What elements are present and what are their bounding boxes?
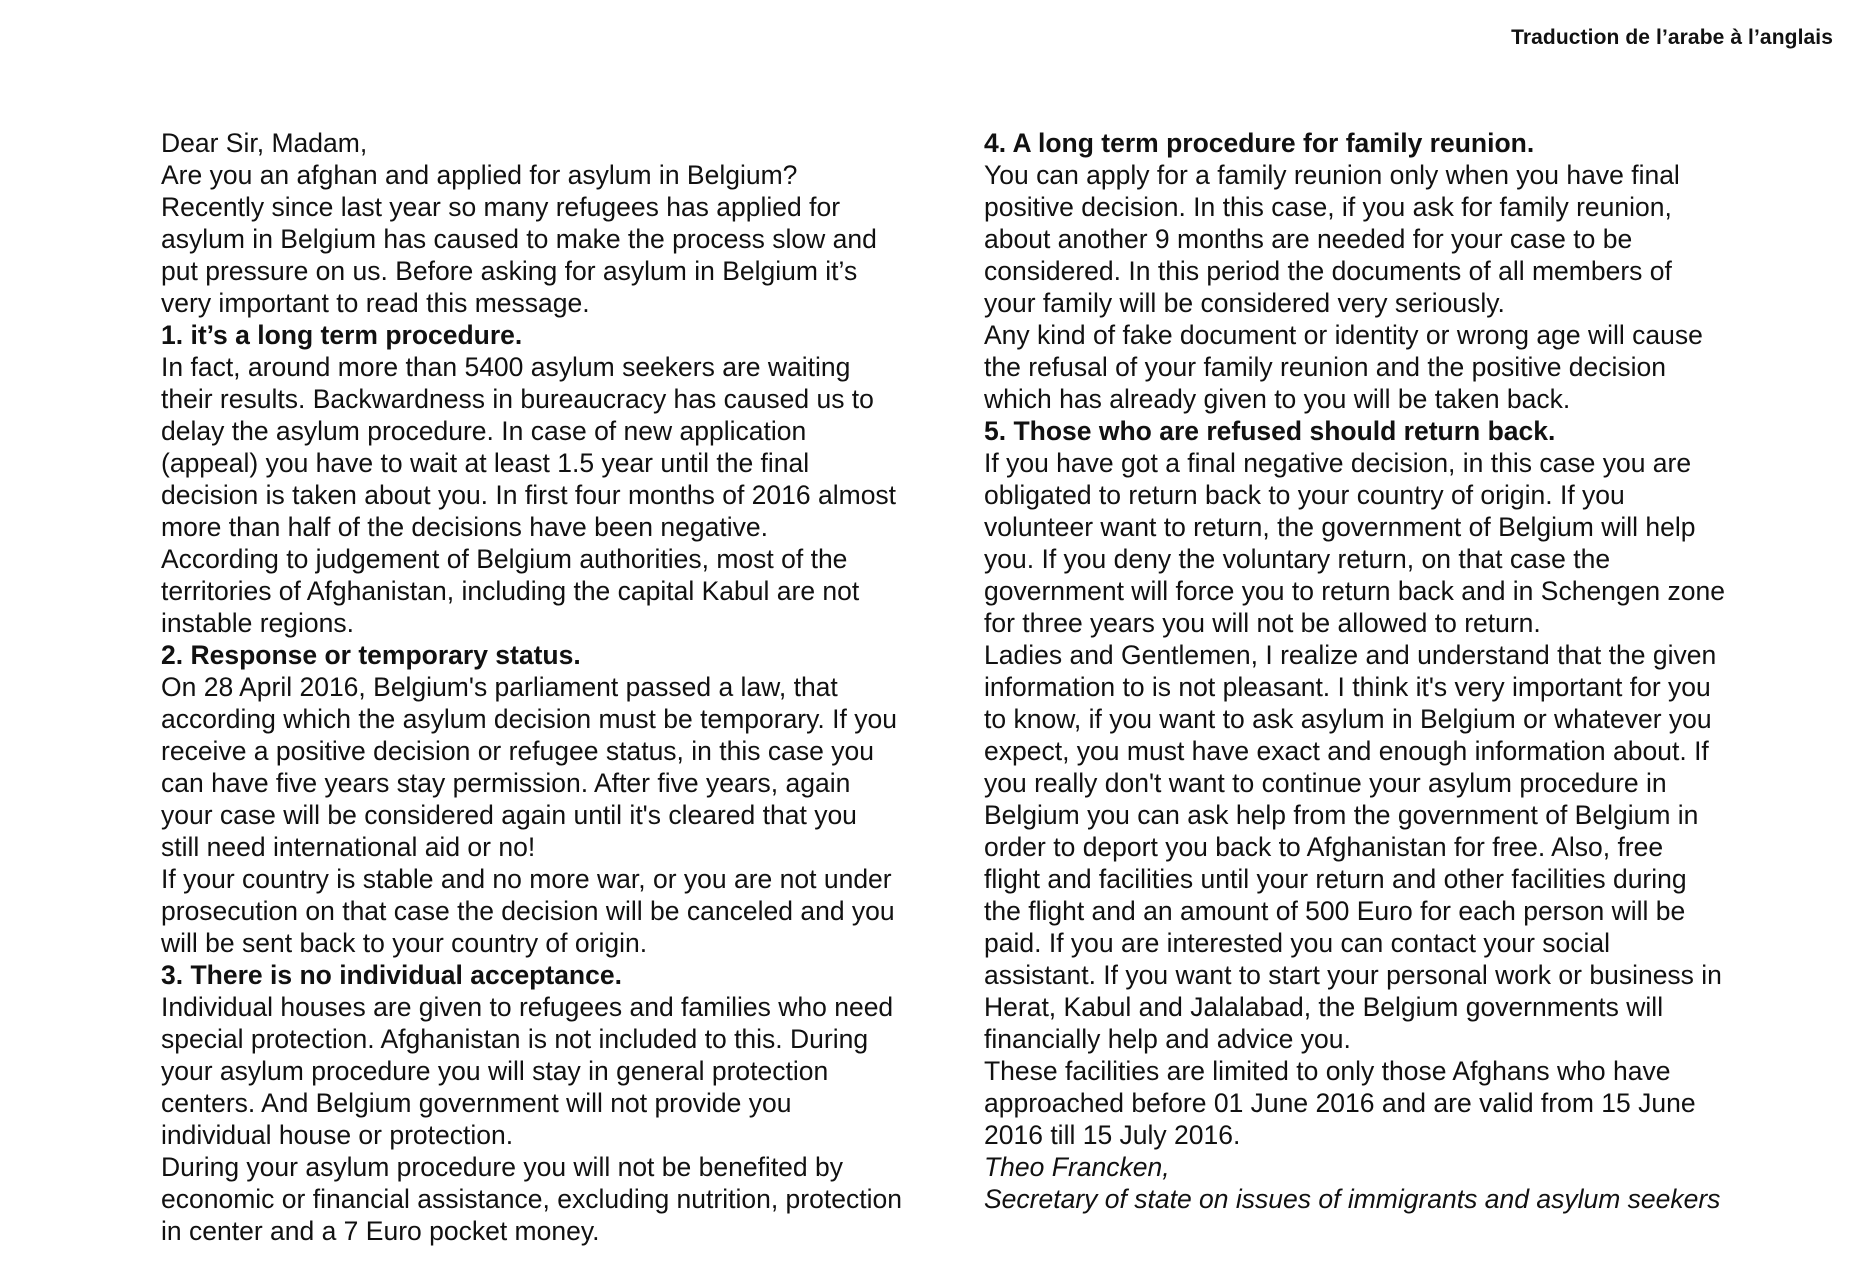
right-column <box>984 127 1744 1215</box>
greeting: Dear Sir, Madam, <box>161 128 368 158</box>
section-3-paragraph-1: Individual houses are given to refugees and families who need special protection. Afghanistan is not included to this. During your asylum procedure you will stay in general protection centers. And Belgium government will not provide you individual house or protection. <box>161 992 894 1150</box>
signature-title: Secretary of state on issues of immigrants and asylum seekers <box>984 1184 1721 1214</box>
section-4-heading: 4. A long term procedure for family reunion. <box>984 128 1535 158</box>
section-2-paragraph-2: If your country is stable and no more war, or you are not under prosecution on that case the decision will be canceled and you will be sent back to your country of origin. <box>161 864 895 958</box>
section-5-heading: 5. Those who are refused should return back. <box>984 416 1556 446</box>
section-5-paragraph-1: If you have got a final negative decision, in this case you are obligated to return back to your country of origin. If you volunteer want to return, the government of Belgium will help you. If you deny the voluntary return, on that case the government will force you to return back and in Schengen zone for three years you will not be allowed to return. <box>984 448 1725 638</box>
left-column <box>161 127 921 1247</box>
section-1-paragraph-2: According to judgement of Belgium authorities, most of the territories of Afghanistan, including the capital Kabul are not instable regions. <box>161 544 860 638</box>
closing-paragraph-1: Ladies and Gentlemen, I realize and understand that the given information to is not pleasant. I think it's very important for you to know, if you want to ask asylum in Belgium or whatever you expect, you must have exact and enough information about. If you really don't want to continue your asylum procedure in Belgium you can ask help from the government of Belgium in order to deport you back to Afghanistan for free. Also, free flight and facilities until your return and other facilities during the flight and an amount of 500 Euro for each person will be paid. If you are interested you can contact your social assistant. If you want to start your personal work or business in Herat, Kabul and Jalalabad, the Belgium governments will financially help and advice you. <box>984 640 1722 1054</box>
translation-note: Traduction de l’arabe à l’anglais <box>1511 26 1833 49</box>
section-1-heading: 1. it’s a long term procedure. <box>161 320 523 350</box>
section-3-heading: 3. There is no individual acceptance. <box>161 960 622 990</box>
section-3-paragraph-2: During your asylum procedure you will not be benefited by economic or financial assistance, excluding nutrition, protection in center and a 7 Euro pocket money. <box>161 1152 902 1246</box>
closing-paragraph-2: These facilities are limited to only those Afghans who have approached before 01 June 2016 and are valid from 15 June 2016 till 15 July 2016. <box>984 1056 1696 1150</box>
section-1-paragraph-1: In fact, around more than 5400 asylum seekers are waiting their results. Backwardness in bureaucracy has caused us to delay the asylum procedure. In case of new application (appeal) you have to wait at least 1.5 year until the final decision is taken about you. In first four months of 2016 almost more than half of the decisions have been negative. <box>161 352 897 542</box>
section-2-heading: 2. Response or temporary status. <box>161 640 581 670</box>
intro-paragraph: Are you an afghan and applied for asylum in Belgium? Recently since last year so many refugees has applied for asylum in Belgium has caused to make the process slow and put pressure on us. Before asking for asylum in Belgium it’s very important to read this message. <box>161 160 877 318</box>
section-4-paragraph-2: Any kind of fake document or identity or wrong age will cause the refusal of your family reunion and the positive decision which has already given to you will be taken back. <box>984 320 1703 414</box>
signature-name: Theo Francken, <box>984 1152 1170 1182</box>
section-2-paragraph-1: On 28 April 2016, Belgium's parliament passed a law, that according which the asylum decision must be temporary. If you receive a positive decision or refugee status, in this case you can have five years stay permission. After five years, again your case will be considered again until it's cleared that you still need international aid or no! <box>161 672 897 862</box>
section-4-paragraph-1: You can apply for a family reunion only when you have final positive decision. In this case, if you ask for family reunion, about another 9 months are needed for your case to be considered. In this period the documents of all members of your family will be considered very seriously. <box>984 160 1680 318</box>
